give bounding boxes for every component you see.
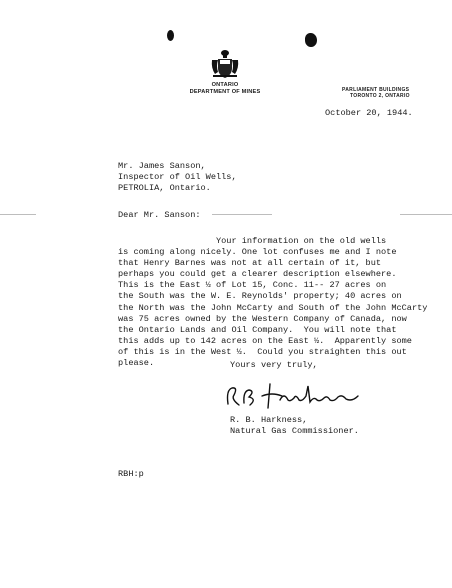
body-line: This is the East ½ of Lot 15, Conc. 11-- 27 acres on — [118, 280, 387, 291]
recipient-name: Mr. James Sanson, — [118, 161, 206, 171]
body-line: of this is in the West ½. Could you straighten this out — [118, 346, 407, 357]
letter-body — [118, 236, 438, 369]
reference-initials: RBH:p — [118, 469, 144, 479]
body-line: Your information on the old wells — [118, 236, 387, 246]
letterhead-department: DEPARTMENT OF MINES — [189, 89, 261, 95]
ontario-crest-icon — [210, 48, 240, 80]
body-line: the Ontario Lands and Oil Company. You will note that — [118, 324, 397, 335]
body-line: the South was the W. E. Reynolds' property; 40 acres on — [118, 291, 402, 302]
closing: Yours very truly, — [230, 360, 318, 370]
recipient-title: Inspector of Oil Wells, — [118, 172, 237, 182]
punch-hole-left — [167, 30, 174, 41]
signatory-name: R. B. Harkness, — [230, 415, 308, 425]
faint-rule-right — [400, 214, 452, 215]
signatory-title: Natural Gas Commissioner. — [230, 426, 359, 436]
body-line: was 75 acres owned by the Western Company of Canada, now — [118, 313, 407, 324]
body-line: is coming along nicely. One lot confuses me and I note — [118, 247, 397, 258]
letterhead-province: ONTARIO — [211, 82, 239, 88]
body-line: please. — [118, 358, 155, 369]
handwritten-signature — [222, 378, 372, 410]
faint-rule-mid — [212, 214, 272, 215]
address-line-2: TORONTO 2, ONTARIO — [350, 93, 410, 99]
address-line-1: PARLIAMENT BUILDINGS — [342, 87, 410, 93]
body-line: that Henry Barnes was not at all certain of it, but — [118, 258, 382, 269]
recipient-city: PETROLIA, Ontario. — [118, 183, 211, 193]
punch-hole-right — [305, 33, 317, 47]
faint-rule-left — [0, 214, 36, 215]
body-line: this adds up to 142 acres on the East ½. Apparently some — [118, 335, 412, 346]
body-line: the North was the John McCarty and South of the John McCarty — [118, 302, 428, 313]
letter-date: October 20, 1944. — [325, 108, 413, 118]
salutation: Dear Mr. Sanson: — [118, 210, 201, 220]
body-line: perhaps you could get a clearer description elsewhere. — [118, 269, 397, 280]
